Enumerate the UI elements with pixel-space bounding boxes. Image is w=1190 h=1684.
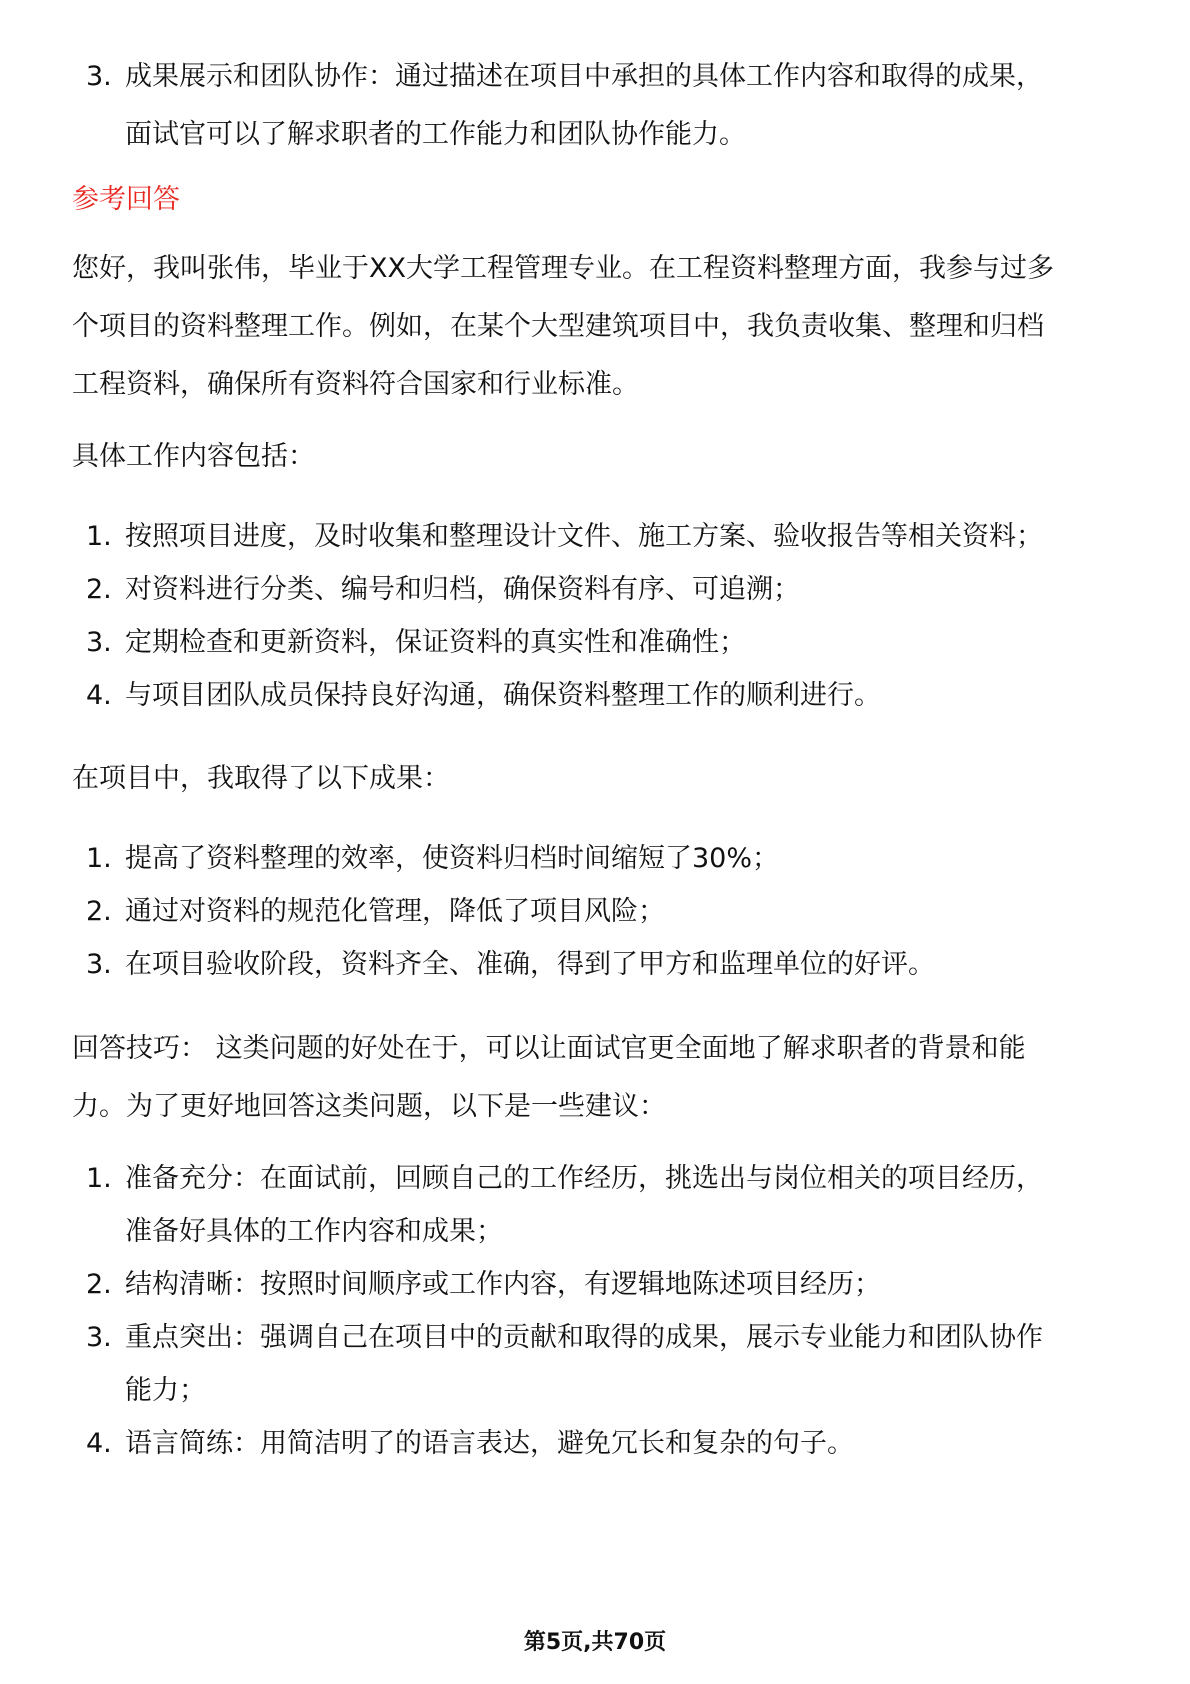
list-text: 在项目验收阶段，资料齐全、准确，得到了甲方和监理单位的好评。 <box>125 949 935 980</box>
work-list <box>72 510 1122 722</box>
list-item <box>72 885 1122 938</box>
list-item <box>72 1152 1122 1258</box>
list-number: 2. <box>86 574 112 605</box>
work-heading: 具体工作内容包括： <box>72 441 315 472</box>
list-number: 2. <box>86 896 112 927</box>
list-number: 4. <box>86 680 112 711</box>
results-list <box>72 832 1122 991</box>
list-number: 2. <box>86 1269 112 1300</box>
list-text-continued: 面试官可以了解求职者的工作能力和团队协作能力。 <box>125 119 746 150</box>
list-number: 1. <box>86 521 112 552</box>
list-number: 3. <box>86 627 112 658</box>
tips-line: 回答技巧： 这类问题的好处在于，可以让面试官更全面地了解求职者的背景和能 <box>72 1033 1026 1064</box>
list-number: 1. <box>86 843 112 874</box>
intro-list <box>72 48 1122 164</box>
tips-list <box>72 1152 1122 1470</box>
list-text: 与项目团队成员保持良好沟通，确保资料整理工作的顺利进行。 <box>125 680 881 711</box>
list-item <box>72 669 1122 722</box>
page-footer: 第5页,共70页 <box>523 1630 667 1655</box>
list-text-continued: 能力； <box>125 1375 206 1406</box>
list-text: 重点突出：强调自己在项目中的贡献和取得的成果，展示专业能力和团队协作 <box>125 1322 1043 1353</box>
answer-line: 工程资料，确保所有资料符合国家和行业标准。 <box>72 369 639 400</box>
answer-line: 您好，我叫张伟，毕业于XX大学工程管理专业。在工程资料整理方面，我参与过多 <box>72 253 1054 284</box>
list-text: 通过对资料的规范化管理，降低了项目风险； <box>125 896 665 927</box>
list-number: 1. <box>86 1163 112 1194</box>
list-text: 定期检查和更新资料，保证资料的真实性和准确性； <box>125 627 746 658</box>
list-item <box>72 1311 1122 1417</box>
answer-paragraph <box>72 240 1122 414</box>
list-item <box>72 1417 1122 1470</box>
list-item <box>72 48 1122 164</box>
tips-paragraph <box>72 1020 1122 1136</box>
list-text-continued: 准备好具体的工作内容和成果； <box>125 1216 503 1247</box>
reference-heading: 参考回答 <box>72 184 180 215</box>
list-number: 4. <box>86 1428 112 1459</box>
list-item <box>72 510 1122 563</box>
list-text: 准备充分：在面试前，回顾自己的工作经历，挑选出与岗位相关的项目经历， <box>125 1163 1043 1194</box>
list-item <box>72 938 1122 991</box>
tips-line: 力。为了更好地回答这类问题，以下是一些建议： <box>72 1091 666 1122</box>
list-number: 3. <box>86 1322 112 1353</box>
list-item <box>72 616 1122 669</box>
list-number: 3. <box>86 949 112 980</box>
list-text: 成果展示和团队协作：通过描述在项目中承担的具体工作内容和取得的成果， <box>125 61 1043 92</box>
list-item <box>72 1258 1122 1311</box>
list-item <box>72 563 1122 616</box>
results-heading: 在项目中，我取得了以下成果： <box>72 763 450 794</box>
list-text: 对资料进行分类、编号和归档，确保资料有序、可追溯； <box>125 574 800 605</box>
list-number: 3. <box>86 61 112 92</box>
list-text: 按照项目进度，及时收集和整理设计文件、施工方案、验收报告等相关资料； <box>125 521 1043 552</box>
answer-line: 个项目的资料整理工作。例如，在某个大型建筑项目中，我负责收集、整理和归档 <box>72 311 1044 342</box>
list-text: 语言简练：用简洁明了的语言表达，避免冗长和复杂的句子。 <box>125 1428 854 1459</box>
list-text: 提高了资料整理的效率，使资料归档时间缩短了30%； <box>125 843 780 874</box>
list-item <box>72 832 1122 885</box>
list-text: 结构清晰：按照时间顺序或工作内容，有逻辑地陈述项目经历； <box>125 1269 881 1300</box>
